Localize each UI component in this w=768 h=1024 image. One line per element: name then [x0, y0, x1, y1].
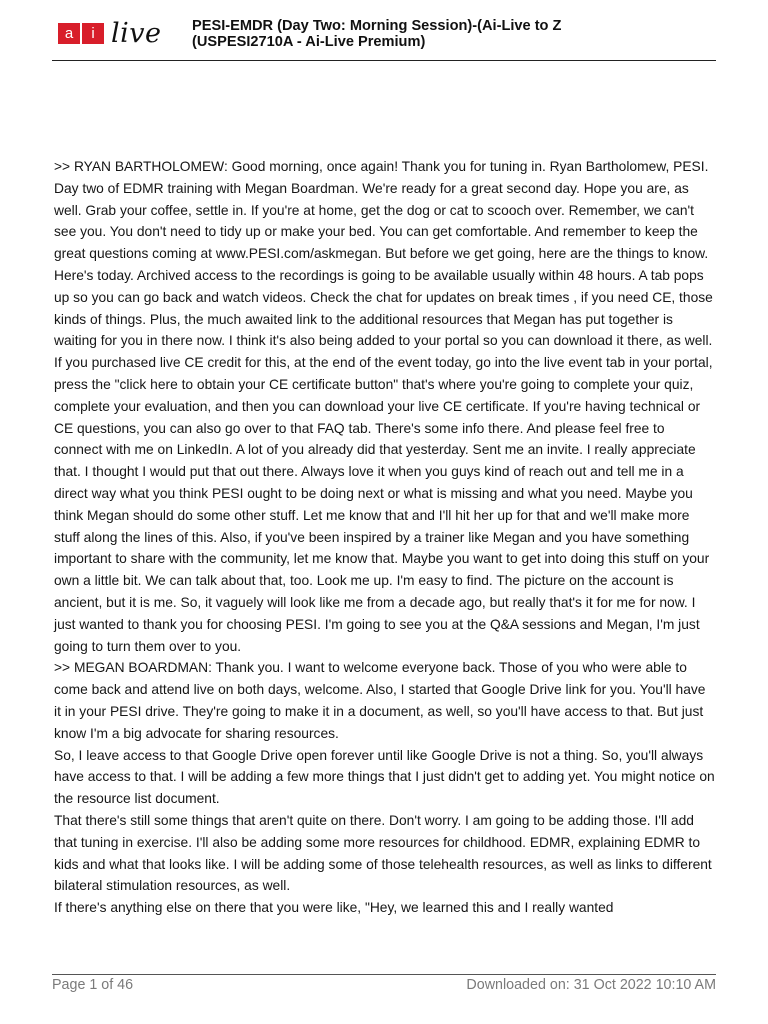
transcript-paragraph: That there's still some things that aren't quite on there. Don't worry. I am going to be adding those. I'll add that tuning in exercise. I'll also be adding some more resources for childhood. EDMR, explaining EDMR to kids and what that looks like. I will be adding some of those telehealth resources, as well as links to different bilateral stimulation resources, as well.	[54, 812, 712, 894]
page-header	[52, 14, 716, 61]
transcript-body	[54, 156, 716, 919]
document-title-line-1: PESI-EMDR (Day Two: Morning Session)-(Ai-Live to Z	[192, 18, 562, 34]
transcript-paragraph: If there's anything else on there that you were like, "Hey, we learned this and I really wanted	[54, 900, 614, 916]
ai-live-logo	[58, 20, 162, 50]
document-title	[192, 18, 712, 50]
transcript-paragraph-ryan: >> RYAN BARTHOLOMEW: Good morning, once again! Thank you for tuning in. Ryan Bartholomew, PESI. Day two of EDMR training with Megan Boardman. We're ready for a great second day. Hope you are, as well. Grab your coffee, settle in. If you're at home, get the dog or cat to scooch over. Remember, we can't see you. You don't need to tidy up or make your bed. You can get comfortable. And remember to keep the great questions coming at www.PESI.com/askmegan. But before we get going, here are the things to know. Here's today. Archived access to the recordings is going to be available usually within 48 hours. A tab pops up so you can go back and watch videos. Check the chat for updates on break times , if you need CE, those kinds of things. Plus, the much awaited link to the additional resources that Megan has put together is waiting for you in there now. I think it's also being added to your portal so you can download it there, as well. If you purchased live CE credit for this, at the end of the event today, go into the live event tab in your portal, press the "click here to obtain your CE certificate button" that's where you're going to complete your quiz, complete your evaluation, and then you can download your live CE certificate. If you're having technical or CE questions, you can also go over to that FAQ tab. There's some info there. And please feel free to connect with me on LinkedIn. A lot of you already did that yesterday. Sent me an invite. I really appreciate that. I thought I would put that out there. Always love it when you guys kind of reach out and tell me in a direct way what you think PESI ought to be doing next or what is missing and what you need. Maybe you think Megan should do some other stuff. Let me know that and I'll hit her up for that and we'll make more stuff along the lines of this. Also, if you've been inspired by a trainer like Megan and you have something important to share with the community, let me know that. Maybe you want to get into doing this stuff on your own a little bit. We can talk about that, too. Look me up. I'm easy to find. The picture on the account is ancient, but it is me. So, it vaguely will look like me from a decade ago, but really that's it for me for now. I just wanted to thank you for choosing PESI. I'm going to see you at the Q&A sessions and Megan, I'm just going to turn them over to you.	[54, 159, 713, 654]
logo-i-box: i	[82, 23, 104, 44]
transcript-paragraph-megan-intro: >> MEGAN BOARDMAN: Thank you. I want to welcome everyone back. Those of you who were able to come back and attend live on both days, welcome. Also, I started that Google Drive link for you. You'll have it in your PESI drive. They're going to make it in a document, as well, so you'll have access to that. But just know I'm a big advocate for sharing resources.	[54, 660, 706, 741]
page-footer	[52, 974, 716, 993]
download-timestamp: Downloaded on: 31 Oct 2022 10:10 AM	[466, 977, 716, 993]
logo-live-text: live	[111, 18, 162, 49]
transcript-paragraph: So, I leave access to that Google Drive open forever until like Google Drive is not a thing. So, you'll always have access to that. I will be adding a few more things that I just didn't get to adding yet. You might notice on the resource list document.	[54, 747, 715, 807]
document-title-line-2: (USPESI2710A - Ai-Live Premium)	[192, 34, 426, 50]
logo-a-box: a	[58, 23, 80, 44]
page-number: Page 1 of 46	[52, 977, 134, 993]
